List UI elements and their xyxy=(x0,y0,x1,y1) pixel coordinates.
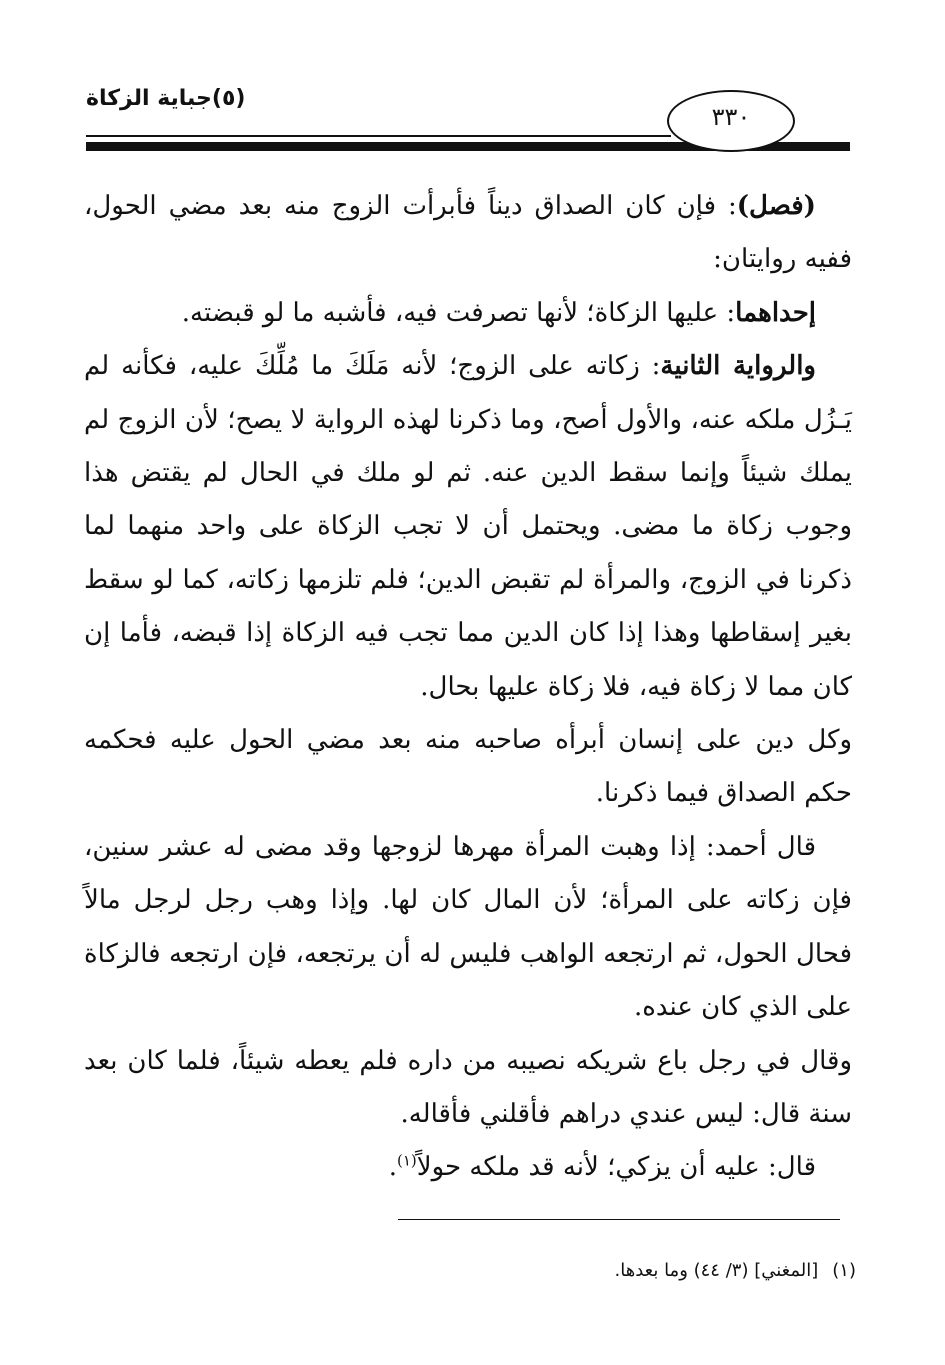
paragraph-term: (فصل) xyxy=(736,191,816,221)
paragraph-partner-sale xyxy=(84,1035,852,1142)
paragraph-text: : عليها الزكاة؛ لأنها تصرفت فيه، فأشبه ما لو قبضته. xyxy=(181,297,736,328)
paragraph-text: : زكاته على الزوج؛ لأنه مَلَكَ ما مُلِّكَ عليه، فكأنه لم يَـزُل ملكه عنه، والأول أصح، وما ذكرنا لهذه الرواية لا يصح؛ لأن الزوج لم يملك شيئاً وإنما سقط الدين عنه. ثم لو ملك في الحال لم يقتض هذا وجوب زكاة ما مضى. ويحتمل أن لا تجب الزكاة على واحد منهما لما ذكرنا في الزوج، والمرأة لم تقبض الدين؛ فلم تلزمها زكاته، كما لو سقط بغير إسقاطها وهذا إذا كان الدين مما تجب فيه الزكاة إذا قبضه، فأما إن كان مما لا زكاة فيه، فلا زكاة عليها بحال. xyxy=(84,351,852,702)
paragraph-debt-release xyxy=(84,714,852,821)
header-rule-thin xyxy=(86,135,671,137)
footnote-number: (١) xyxy=(832,1260,856,1281)
paragraph-text: : فإن كان الصداق ديناً فأبرأت الزوج منه بعد مضي الحول، ففيه روايتان: xyxy=(84,191,852,275)
paragraph-text: وكل دين على إنسان أبرأه صاحبه منه بعد مضي الحول عليه فحكمه حكم الصداق فيما ذكرنا. xyxy=(84,725,852,809)
body-text xyxy=(84,180,852,1195)
paragraph-first-narration xyxy=(84,287,852,340)
paragraph-term: إحداهما xyxy=(735,297,816,328)
paragraph-term: والرواية الثانية xyxy=(660,351,816,382)
paragraph-ahmad-saying xyxy=(84,821,852,1035)
paragraph-text: وقال في رجل باع شريكه نصيبه من داره فلم يعطه شيئاً، فلما كان بعد سنة قال: ليس عندي دراهم فأقلني فأقاله. xyxy=(84,1045,852,1129)
paragraph-zakat-obligation xyxy=(84,1141,852,1194)
running-title: (٥)جباية الزكاة xyxy=(86,86,246,111)
final-period: . xyxy=(388,1152,397,1183)
footnote-separator xyxy=(398,1219,840,1220)
paragraph-text: قال: عليه أن يزكي؛ لأنه قد ملكه حولاً xyxy=(416,1152,816,1183)
page-number: ٣٣٠ xyxy=(711,103,751,131)
footnote-text: [المغني] (٣/ ٤٤) وما بعدها. xyxy=(614,1260,819,1281)
paragraph-fasl xyxy=(84,180,852,287)
footnote xyxy=(84,1257,856,1285)
footnote-reference[interactable]: (١) xyxy=(397,1151,417,1170)
paragraph-text: قال أحمد: إذا وهبت المرأة مهرها لزوجها وقد مضى له عشر سنين، فإن زكاته على المرأة؛ لأن المال كان لها. وإذا وهب رجل لرجل مالاً فحال الحول، ثم ارتجعه الواهب فليس له أن يرتجعه، فإن ارتجعه فالزكاة على الذي كان عنده. xyxy=(84,831,852,1023)
paragraph-second-narration xyxy=(84,340,852,714)
